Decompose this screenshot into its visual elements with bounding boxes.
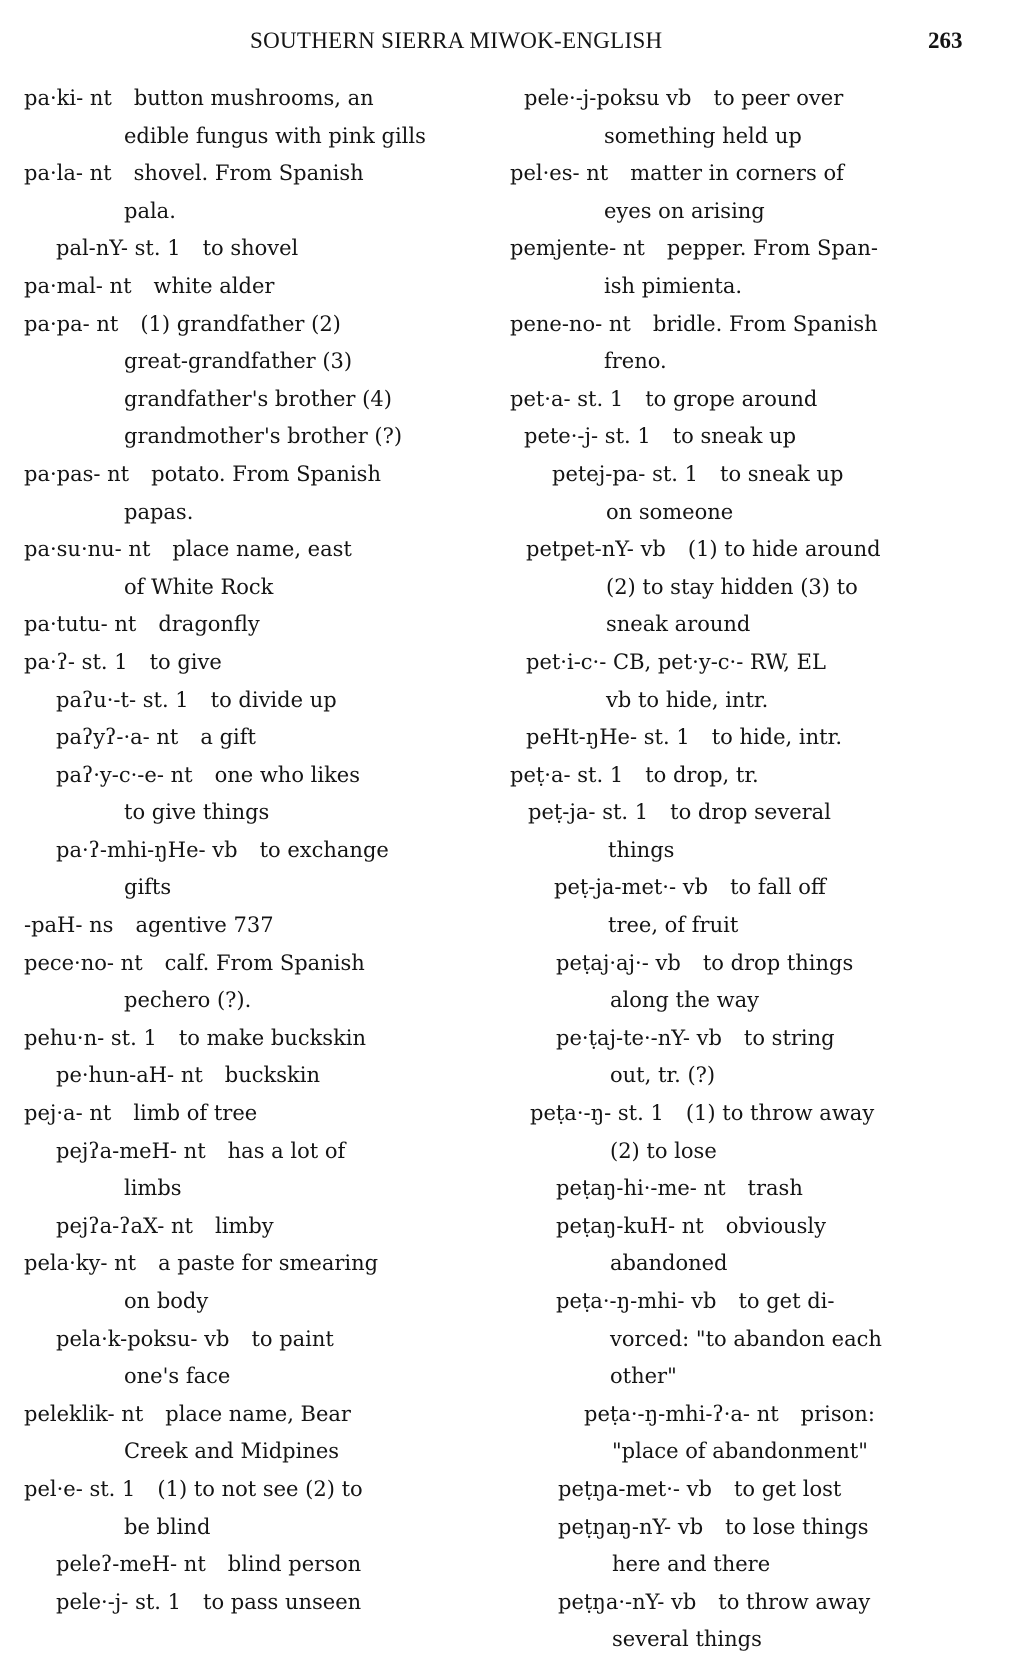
entry-gloss: to divide up [210,687,337,712]
entry-headword: petej-pa- st. 1 [552,461,699,486]
running-head: SOUTHERN SIERRA MIWOK-ENGLISH [250,28,663,53]
entry-headword: peṭŋa-met·- vb [558,1476,712,1501]
dictionary-entry [0,1321,500,1396]
entry-headword: pa·pa- nt [24,311,119,336]
entry-gloss: shovel. From Spanish [133,161,364,186]
entry-headword: pe·hun-aH- nt [56,1063,203,1088]
entry-gloss: other" [610,1364,677,1389]
entry-gloss: of White Rock [124,574,274,599]
entry-gloss: gifts [124,875,172,900]
entry-gloss: grandfather's brother (4) [124,386,392,411]
entry-headword: pa·su·nu- nt [24,537,151,562]
entry-headword: paʔ·y-c·-e- nt [56,762,193,787]
entry-gloss: on someone [606,499,734,524]
dictionary-entry [0,832,500,907]
dictionary-entry [0,306,500,456]
entry-headword: peHt-ŋHe- st. 1 [526,725,690,750]
entry-gloss: dragonfly [158,612,260,637]
dictionary-entry [0,644,500,682]
entry-gloss: to get lost [733,1476,842,1501]
entry-gloss: to string [743,1025,835,1050]
entry-gloss: to lose things [725,1514,869,1539]
entry-gloss: calf. From Spanish [164,950,365,975]
dictionary-entry [510,1283,1010,1396]
entry-gloss: pala. [124,198,176,223]
entry-headword: peṭa·-ŋ-mhi- vb [556,1289,717,1313]
dictionary-entry [0,268,500,306]
entry-gloss: something held up [604,123,802,148]
entry-headword: pela·ky- nt [24,1251,137,1276]
entry-gloss: place name, Bear [165,1401,351,1426]
entry-gloss: freno. [604,349,667,374]
entry-gloss: pechero (?). [124,988,252,1013]
entry-gloss: Creek and Midpines [124,1439,340,1464]
dictionary-entry [0,456,500,531]
dictionary-entry [0,757,500,832]
entry-headword: pe·ṭaj-te·-nY- vb [556,1025,722,1050]
entry-gloss: "place of abandonment" [612,1439,868,1464]
entry-headword: pemjente- nt [510,236,645,261]
entry-gloss: limby [214,1213,274,1238]
entry-headword: pa·tutu- nt [24,612,137,637]
entry-headword: peleklik- nt [24,1401,144,1426]
entry-headword: -paH- ns [24,913,114,938]
dictionary-entry [510,1396,1010,1471]
entry-gloss: to paint [251,1326,334,1351]
entry-headword: pejʔa-meH- nt [56,1138,206,1163]
entry-gloss: (1) grandfather (2) [140,311,341,336]
entry-gloss: button mushrooms, an [133,86,374,110]
entry-headword: pet·i-c·- CB, pet·y-c·- RW, EL [526,649,826,674]
entry-gloss: abandoned [610,1251,728,1276]
entry-gloss: edible fungus with pink gills [124,123,426,148]
dictionary-entry [0,1057,500,1095]
entry-gloss: on body [124,1289,209,1313]
entry-gloss: to throw away [718,1589,871,1614]
dictionary-entry [510,381,1010,419]
entry-gloss: be blind [124,1514,211,1539]
entry-gloss: along the way [610,988,759,1013]
entry-gloss: to exchange [259,837,389,862]
entry-gloss: a paste for smearing [158,1251,379,1276]
dictionary-entry [0,682,500,720]
dictionary-entry [0,1208,500,1246]
entry-gloss: papas. [124,499,194,524]
dictionary-entry [0,230,500,268]
dictionary-entry [510,418,1010,456]
dictionary-entry [0,907,500,945]
dictionary-entry [510,1170,1010,1208]
entry-headword: pele·-j- st. 1 [56,1589,181,1614]
dictionary-entry [0,1133,500,1208]
dictionary-entry [510,1208,1010,1283]
entry-headword: peṭaŋ-hi·-me- nt [556,1176,726,1201]
entry-headword: peṭ·a- st. 1 [510,762,624,787]
dictionary-entry [510,794,1010,869]
dictionary-entry [510,80,1010,155]
entry-gloss: (2) to lose [610,1138,717,1163]
dictionary-entry [510,1471,1010,1509]
entry-headword: pel·es- nt [510,161,609,186]
entry-gloss: limb of tree [133,1101,258,1126]
left-column [0,80,500,1621]
dictionary-entry [0,1546,500,1584]
entry-gloss: to grope around [645,386,818,411]
entry-gloss: to drop several [670,800,831,825]
dictionary-entry [510,456,1010,531]
dictionary-entry [0,155,500,230]
dictionary-entry [510,531,1010,644]
entry-gloss: a gift [200,725,256,750]
entry-headword: pene-no- nt [510,311,631,336]
entry-headword: peṭ-ja- st. 1 [528,800,649,825]
entry-gloss: place name, east [172,537,352,562]
entry-headword: pete·-j- st. 1 [524,424,651,449]
entry-gloss: sneak around [606,612,751,637]
entry-gloss: eyes on arising [604,198,765,223]
entry-headword: pele·-j-poksu vb [524,86,692,110]
entry-gloss: agentive 737 [135,913,274,938]
entry-headword: pel·e- st. 1 [24,1476,136,1501]
entry-gloss: one's face [124,1364,231,1389]
entry-gloss: to give [149,649,222,674]
dictionary-entry [0,606,500,644]
entry-gloss: to make buckskin [178,1025,367,1050]
entry-headword: pej·a- nt [24,1101,112,1126]
entry-headword: peleʔ-meH- nt [56,1552,206,1577]
dictionary-entry [0,1584,500,1622]
entry-gloss: blind person [227,1552,362,1577]
entry-gloss: (1) to hide around [687,537,881,562]
entry-gloss: (2) to stay hidden (3) to [606,574,858,599]
entry-gloss: to shovel [202,236,299,261]
dictionary-entry [0,1245,500,1320]
entry-gloss: grandmother's brother (?) [124,424,403,449]
dictionary-entry [510,719,1010,757]
entry-headword: petpet-nY- vb [526,537,666,562]
dictionary-entry [0,1020,500,1058]
entry-headword: peṭŋa·-nY- vb [558,1589,697,1614]
dictionary-entry [510,1020,1010,1095]
entry-gloss: to peer over [713,86,844,110]
dictionary-entry [510,306,1010,381]
dictionary-entry [510,1095,1010,1170]
entry-headword: pehu·n- st. 1 [24,1025,157,1050]
entry-gloss: vb to hide, intr. [606,687,769,712]
entry-gloss: white alder [153,273,275,298]
entry-gloss: to fall off [730,875,826,900]
entry-gloss: potato. From Spanish [151,461,381,486]
page-number: 263 [928,28,963,53]
dictionary-entry [510,757,1010,795]
entry-gloss: to hide, intr. [711,725,842,750]
entry-gloss: limbs [124,1176,182,1201]
entry-headword: pal-nY- st. 1 [56,236,181,261]
entry-gloss: to pass unseen [203,1589,362,1614]
page-header [0,28,1032,62]
entry-headword: pa·mal- nt [24,273,132,298]
entry-headword: peṭaj·aj·- vb [556,950,681,975]
entry-headword: peṭa·-ŋ- st. 1 [530,1101,664,1126]
entry-headword: pa·la- nt [24,161,112,186]
entry-headword: paʔu·-t- st. 1 [56,687,189,712]
dictionary-entry [510,869,1010,944]
entry-gloss: things [608,837,675,862]
entry-headword: pa·ki- nt [24,86,112,110]
entry-gloss: vorced: "to abandon each [610,1326,882,1351]
dictionary-entry [0,719,500,757]
dictionary-entry [0,1396,500,1471]
entry-gloss: great-grandfather (3) [124,349,353,374]
entry-headword: pet·a- st. 1 [510,386,624,411]
entry-headword: peṭ-ja-met·- vb [554,875,709,900]
entry-headword: pela·k-poksu- vb [56,1326,230,1351]
entry-gloss: prison: [800,1401,875,1426]
dictionary-entry [0,531,500,606]
entry-gloss: pepper. From Span- [666,236,878,261]
entry-headword: pa·pas- nt [24,461,130,486]
dictionary-entry [0,945,500,1020]
entry-headword: pejʔa-ʔaX- nt [56,1213,193,1238]
entry-headword: pa·ʔ- st. 1 [24,649,128,674]
entry-gloss: buckskin [224,1063,320,1088]
entry-gloss: bridle. From Spanish [652,311,878,336]
entry-gloss: obviously [725,1213,826,1238]
entry-headword: peṭa·-ŋ-mhi-ʔ·a- nt [584,1401,779,1426]
dictionary-entry [510,644,1010,719]
entry-headword: pa·ʔ-mhi-ŋHe- vb [56,837,238,862]
dictionary-entry [510,1584,1010,1659]
entry-gloss: (1) to throw away [685,1101,875,1126]
dictionary-entry [0,80,500,155]
entry-gloss: here and there [612,1552,771,1577]
dictionary-entry [510,945,1010,1020]
entry-gloss: matter in corners of [630,161,844,186]
dictionary-entry [510,230,1010,305]
entry-headword: peṭŋaŋ-nY- vb [558,1514,704,1539]
entry-gloss: out, tr. (?) [610,1063,716,1088]
right-column [510,80,1010,1659]
entry-gloss: to sneak up [720,461,844,486]
dictionary-entry [510,1509,1010,1584]
entry-gloss: has a lot of [227,1138,346,1163]
entry-gloss: trash [747,1176,803,1201]
entry-headword: pece·no- nt [24,950,143,975]
entry-gloss: ish pimienta. [604,273,743,298]
entry-headword: peṭaŋ-kuH- nt [556,1213,704,1238]
entry-gloss: to drop things [702,950,854,975]
entry-gloss: to drop, tr. [645,762,759,787]
entry-headword: paʔyʔ-·a- nt [56,725,179,750]
entry-gloss: tree, of fruit [608,913,739,938]
dictionary-entry [510,155,1010,230]
entry-gloss: to give things [124,800,270,825]
entry-gloss: several things [612,1627,762,1652]
entry-gloss: to get di- [738,1289,835,1313]
entry-gloss: (1) to not see (2) to [157,1476,363,1501]
entry-gloss: one who likes [214,762,361,787]
dictionary-entry [0,1095,500,1133]
entry-gloss: to sneak up [672,424,797,449]
dictionary-entry [0,1471,500,1546]
